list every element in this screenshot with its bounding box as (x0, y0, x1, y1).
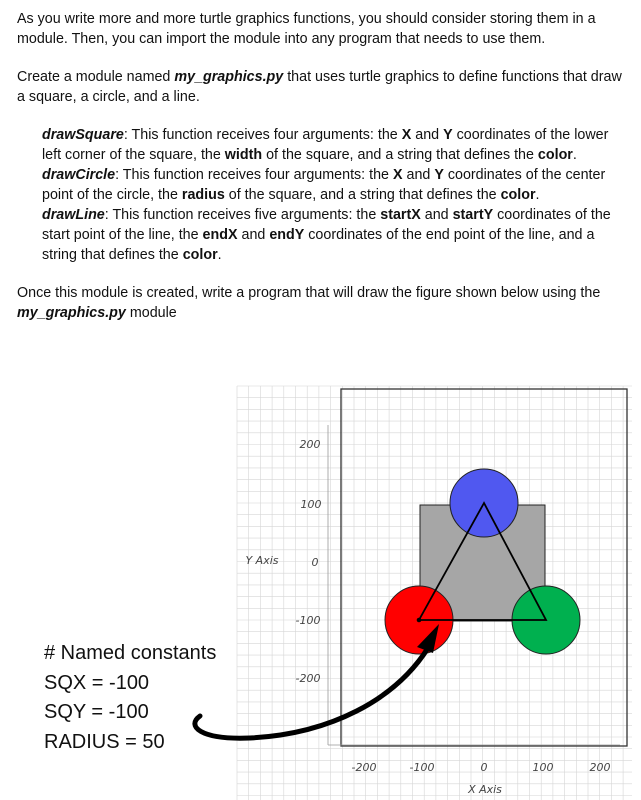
text: coordinates of the lower left corner of the square, the (42, 127, 609, 163)
radius-constant: RADIUS = 50 (44, 730, 165, 753)
x-tick-label: -100 (409, 761, 435, 774)
curved-arrow (195, 648, 428, 738)
text: module (125, 305, 177, 321)
endy-term: endY (269, 227, 305, 243)
p2-pre: Create a module named (17, 69, 175, 85)
y-tick-label: 0 (311, 556, 319, 569)
lower-left-corner-dot (417, 618, 422, 623)
draw-circle-name: drawCircle (42, 167, 116, 183)
radius-term: radius (181, 187, 225, 203)
x-term: X (401, 127, 412, 143)
text: and (420, 207, 453, 223)
text: and (411, 127, 444, 143)
named-constants-block (44, 639, 216, 757)
y-term: Y (443, 127, 453, 143)
y-tick-label: -100 (295, 614, 321, 627)
text: of the square, and a string that defines the (224, 187, 501, 203)
sqx-constant: SQX = -100 (44, 671, 150, 694)
text: : This function receives four arguments: the (115, 167, 393, 183)
color-term: color (500, 187, 536, 203)
sqy-constant: SQY = -100 (44, 701, 149, 723)
text: : This function receives five arguments: the (104, 207, 381, 223)
text: coordinates of the end point of the line, and a string that defines the (42, 227, 595, 263)
y-tick-label: 100 (300, 498, 322, 511)
text: . (217, 247, 222, 263)
startx-term: startX (380, 207, 421, 223)
constants-comment: # Named constants (44, 642, 217, 664)
text: . (572, 147, 577, 163)
color-term: color (182, 247, 218, 263)
y-tick-label: 200 (299, 438, 321, 451)
endx-term: endX (202, 227, 238, 243)
y-tick-label: -200 (295, 672, 321, 685)
x-tick-label: 200 (589, 761, 611, 774)
module-name: my_graphics.py (17, 305, 126, 321)
y-term: Y (434, 167, 444, 183)
text: Once this module is created, write a program that will draw the figure shown below using the (17, 285, 601, 301)
draw-line-name: drawLine (42, 207, 105, 223)
text: coordinates of the center point of the circle, the (42, 167, 606, 203)
draw-square-name: drawSquare (42, 127, 124, 143)
text: : This function receives four arguments: the (123, 127, 402, 143)
text: of the square, and a string that defines the (262, 147, 538, 163)
intro-paragraph-1: As you write more and more turtle graphics functions, you should consider storing them in a module. Then, you can import the module into any program that needs to use them. (17, 11, 596, 47)
x-tick-label: -200 (351, 761, 377, 774)
text: coordinates of the start point of the line, the (42, 207, 611, 243)
y-axis-label: Y Axis (245, 554, 279, 567)
x-tick-label: 0 (480, 761, 488, 774)
text: . (535, 187, 540, 203)
color-term: color (537, 147, 573, 163)
x-tick-label: 100 (532, 761, 554, 774)
x-term: X (392, 167, 403, 183)
text: and (402, 167, 435, 183)
x-axis-label: X Axis (468, 783, 502, 796)
width-term: width (224, 147, 263, 163)
text: and (237, 227, 270, 243)
module-name: my_graphics.py (174, 69, 284, 85)
p2-post: that uses turtle graphics to define functions that draw a square, a circle, and a line. (17, 69, 622, 105)
starty-term: startY (452, 207, 494, 223)
